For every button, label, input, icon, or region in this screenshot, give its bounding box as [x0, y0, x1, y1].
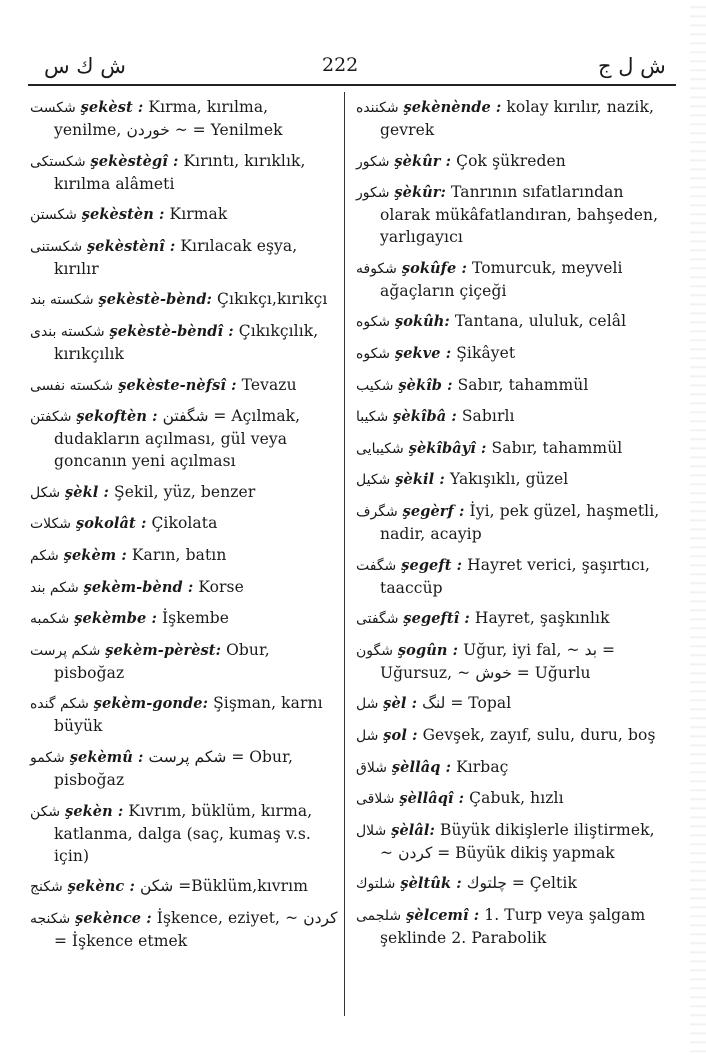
dictionary-entry [30, 607, 340, 630]
dictionary-entry [30, 692, 340, 737]
entry-arabic-script: شگفت [356, 557, 397, 574]
entry-definition: Kırma, kırılma, yenilme, خوردن ~ = Yenilmek [54, 98, 283, 139]
entry-arabic-script: شكسته نفسى [30, 377, 114, 394]
entry-headword: şèkîb : [398, 376, 453, 394]
entry-arabic-script: شگفتى [356, 611, 399, 628]
entry-headword: şèkil : [395, 471, 445, 489]
entry-arabic-script: شكيبايى [356, 440, 404, 457]
dictionary-entry [356, 500, 666, 545]
entry-definition: 1. Turp veya şalgam şeklinde 2. Parabolik [380, 905, 646, 947]
right-column [356, 96, 666, 957]
dictionary-entry [30, 800, 340, 867]
dictionary-entry [356, 607, 666, 630]
dictionary-entry [30, 235, 340, 280]
entry-headword: şekèstè-bènd: [98, 291, 213, 309]
entry-definition: Büyük dikişlerle iliştirmek, ~ كردن = Büyük dikiş yapmak [380, 820, 655, 862]
dictionary-entry [30, 374, 340, 397]
entry-headword: şegeft : [401, 556, 463, 574]
entry-arabic-script: شكفتن [30, 409, 72, 426]
entry-definition: Sabır, tahammül [457, 375, 589, 394]
entry-arabic-script: شكلات [30, 516, 71, 533]
entry-arabic-script: شكستن [30, 207, 77, 224]
dictionary-entry [356, 819, 666, 864]
dictionary-entry [356, 310, 666, 333]
entry-arabic-script: شكست [30, 100, 76, 116]
entry-headword: şekèn : [65, 802, 124, 820]
entry-headword: şokûh: [394, 313, 450, 331]
dictionary-entry [30, 405, 340, 472]
left-column [30, 96, 340, 960]
entry-headword: şèllâq : [391, 758, 452, 776]
entry-headword: şèltûk : [400, 875, 462, 893]
entry-definition: Tantana, ululuk, celâl [454, 312, 627, 331]
dictionary-entry [356, 787, 666, 810]
dictionary-entry [356, 96, 666, 141]
column-divider [344, 92, 345, 1016]
page-edge [690, 0, 706, 1058]
page-header [0, 48, 706, 88]
entry-arabic-script: شكور [356, 185, 390, 202]
entry-arabic-script: شكم بند [30, 579, 79, 596]
entry-headword: şèkl : [65, 483, 109, 501]
entry-definition: Obur, pisboğaz [54, 640, 270, 682]
dictionary-entry [30, 639, 340, 684]
dictionary-entry [356, 437, 666, 460]
entry-headword: şekèst : [80, 99, 144, 116]
entry-headword: şèlâl: [391, 821, 435, 839]
entry-headword: şèkîbâ : [393, 408, 457, 426]
dictionary-entry [356, 405, 666, 428]
entry-arabic-script: شكمو [30, 749, 65, 766]
entry-headword: şekènènde : [403, 99, 502, 116]
dictionary-entry [356, 724, 666, 747]
entry-definition: Kırıntı, kırıklık, kırılma alâmeti [54, 151, 306, 193]
dictionary-entry [30, 512, 340, 535]
dictionary-entry [30, 481, 340, 504]
entry-arabic-script: شكننده [356, 100, 399, 116]
dictionary-entry [356, 692, 666, 715]
dictionary-entry [356, 468, 666, 491]
dictionary-entry [356, 756, 666, 779]
header-left-guide-word: ش ك س [44, 54, 126, 78]
entry-headword: şèlcemî : [406, 906, 480, 924]
dictionary-entry [30, 544, 340, 567]
entry-definition: چلتوك = Çeltik [466, 874, 577, 893]
entry-definition: Yakışıklı, güzel [449, 470, 569, 489]
entry-definition: شكم پرست = Obur, pisboğaz [54, 747, 293, 789]
entry-arabic-script: شكور [356, 153, 390, 170]
entry-headword: şekoftèn : [76, 408, 158, 426]
entry-definition: Çıkıkçı,kırıkçı [217, 290, 328, 309]
entry-headword: şegèrf : [402, 502, 465, 520]
entry-definition: Tanrının sıfatlarından olarak mükâfatlandıran, bahşeden, yarlıgayıcı [380, 183, 659, 247]
dictionary-entry [356, 872, 666, 895]
entry-arabic-script: شكم [30, 547, 59, 564]
entry-definition: Şekil, yüz, benzer [114, 482, 256, 501]
entry-arabic-script: شكوه [356, 314, 391, 331]
entry-arabic-script: شلال [356, 822, 387, 839]
dictionary-entry [30, 907, 340, 952]
dictionary-entry [356, 150, 666, 173]
entry-arabic-script: شكنج [30, 879, 63, 896]
entry-definition: لنگ = Topal [422, 694, 512, 713]
dictionary-entry [30, 875, 340, 898]
entry-arabic-script: شكيل [356, 472, 391, 489]
entry-arabic-script: شكل [30, 484, 61, 501]
entry-headword: şekèste-nèfsî : [118, 376, 237, 394]
entry-arabic-script: شلاق [356, 759, 387, 776]
dictionary-entry [356, 342, 666, 365]
entry-headword: şèl : [383, 695, 418, 713]
entry-definition: Kırılacak eşya, kırılır [54, 236, 298, 278]
entry-headword: şekèstè-bèndî : [109, 322, 234, 340]
dictionary-entry [30, 96, 340, 141]
entry-arabic-script: شگرف [356, 503, 398, 520]
entry-definition: Hayret verici, şaşırtıcı, taaccüp [380, 555, 650, 597]
entry-headword: şekèmbe : [74, 610, 157, 628]
entry-definition: Karın, batın [131, 545, 227, 564]
entry-definition: شكن =Büklüm,kıvrım [139, 877, 309, 896]
entry-arabic-script: شكستنى [30, 238, 83, 255]
entry-arabic-script: شكستكى [30, 153, 86, 170]
entry-arabic-script: شكيبا [356, 409, 389, 426]
entry-definition: Kırbaç [456, 757, 509, 776]
entry-definition: Hayret, şaşkınlık [474, 609, 610, 628]
entry-headword: şol : [383, 726, 418, 744]
dictionary-entry [30, 288, 340, 311]
entry-definition: Şişman, karnı büyük [54, 694, 323, 736]
dictionary-entry [30, 746, 340, 791]
entry-definition: Çıkıkçılık, kırıkçılık [54, 321, 319, 363]
dictionary-entry [30, 320, 340, 365]
entry-definition: Çikolata [151, 514, 218, 533]
entry-arabic-script: شكمبه [30, 611, 70, 628]
entry-headword: şekèm : [63, 546, 127, 564]
entry-headword: şekèmû : [69, 748, 144, 766]
dictionary-entry [30, 576, 340, 599]
entry-headword: şekèstènî : [87, 237, 176, 255]
entry-arabic-script: شكم گنده [30, 696, 89, 713]
header-right-guide-word: ش ل ج [598, 54, 666, 78]
entry-definition: Kırmak [169, 205, 228, 224]
entry-headword: şogûn : [397, 641, 459, 659]
entry-definition: İşkembe [161, 609, 230, 628]
entry-headword: şegeftî : [403, 610, 470, 628]
entry-arabic-script: شكسته بندى [30, 323, 105, 340]
entry-arabic-script: شل [356, 696, 379, 713]
entry-definition: İşkence, eziyet, ~ كردن = İşkence etmek [54, 908, 338, 950]
entry-definition: Sabır, tahammül [491, 438, 623, 457]
entry-definition: İyi, pek güzel, haşmetli, nadir, acayip [380, 501, 660, 543]
entry-arabic-script: شكن [30, 803, 61, 820]
entry-definition: Uğur, iyi fal, ~ بد = Uğursuz, ~ خوش = Uğurlu [380, 640, 616, 682]
entry-headword: şèkîbâyî : [408, 439, 487, 457]
entry-arabic-script: شكسته بند [30, 292, 94, 309]
entry-arabic-script: شكيب [356, 377, 394, 394]
entry-headword: şekèm-bènd : [83, 578, 194, 596]
page-number: 222 [322, 54, 359, 76]
entry-definition: Korse [198, 577, 244, 596]
dictionary-entry [356, 257, 666, 302]
entry-definition: Tevazu [241, 375, 297, 394]
entry-definition: Sabırlı [461, 407, 515, 426]
entry-arabic-script: شكوفه [356, 260, 397, 277]
dictionary-entry [30, 150, 340, 195]
entry-definition: Tomurcuk, meyveli ağaçların çiçeği [380, 258, 623, 300]
entry-definition: Çok şükreden [456, 151, 566, 170]
entry-headword: şekve : [394, 344, 452, 362]
dictionary-entry [356, 181, 666, 248]
entry-arabic-script: شكم پرست [30, 642, 101, 659]
dictionary-entry [356, 554, 666, 599]
dictionary-entry [356, 639, 666, 684]
entry-definition: kolay kırılır, nazik, gevrek [380, 98, 654, 139]
dictionary-entry [30, 203, 340, 226]
entry-headword: şokolât : [75, 515, 147, 533]
entry-headword: şekènce : [75, 909, 152, 927]
entry-definition: Kıvrım, büklüm, kırma, katlanma, dalga (saç, kumaş v.s. için) [54, 801, 313, 865]
dictionary-entry [356, 904, 666, 949]
entry-arabic-script: شكوه [356, 345, 391, 362]
entry-headword: şekèm-gonde: [93, 695, 209, 713]
entry-arabic-script: شكنجه [30, 910, 71, 927]
entry-headword: şekèstèn : [81, 206, 165, 224]
header-rule [28, 84, 676, 86]
entry-arabic-script: شگون [356, 642, 393, 659]
entry-headword: şekèm-pèrèst: [105, 641, 222, 659]
entry-definition: Çabuk, hızlı [469, 789, 564, 808]
entry-headword: şèkûr: [394, 184, 446, 202]
entry-arabic-script: شل [356, 727, 379, 744]
entry-definition: شگفتن = Açılmak, dudakların açılması, gül veya goncanın yeni açılması [54, 407, 301, 471]
entry-arabic-script: شلاقى [356, 791, 395, 808]
entry-definition: Şikâyet [456, 343, 516, 362]
entry-headword: şekènc : [67, 878, 135, 896]
entry-arabic-script: شلجمى [356, 907, 402, 924]
entry-arabic-script: شلتوك [356, 876, 396, 893]
entry-headword: şèkûr : [394, 152, 452, 170]
dictionary-entry [356, 374, 666, 397]
entry-headword: şekèstègî : [90, 152, 179, 170]
entry-headword: şèllâqî : [399, 790, 465, 808]
entry-headword: şokûfe : [401, 259, 467, 277]
entry-definition: Gevşek, zayıf, sulu, duru, boş [422, 725, 656, 744]
